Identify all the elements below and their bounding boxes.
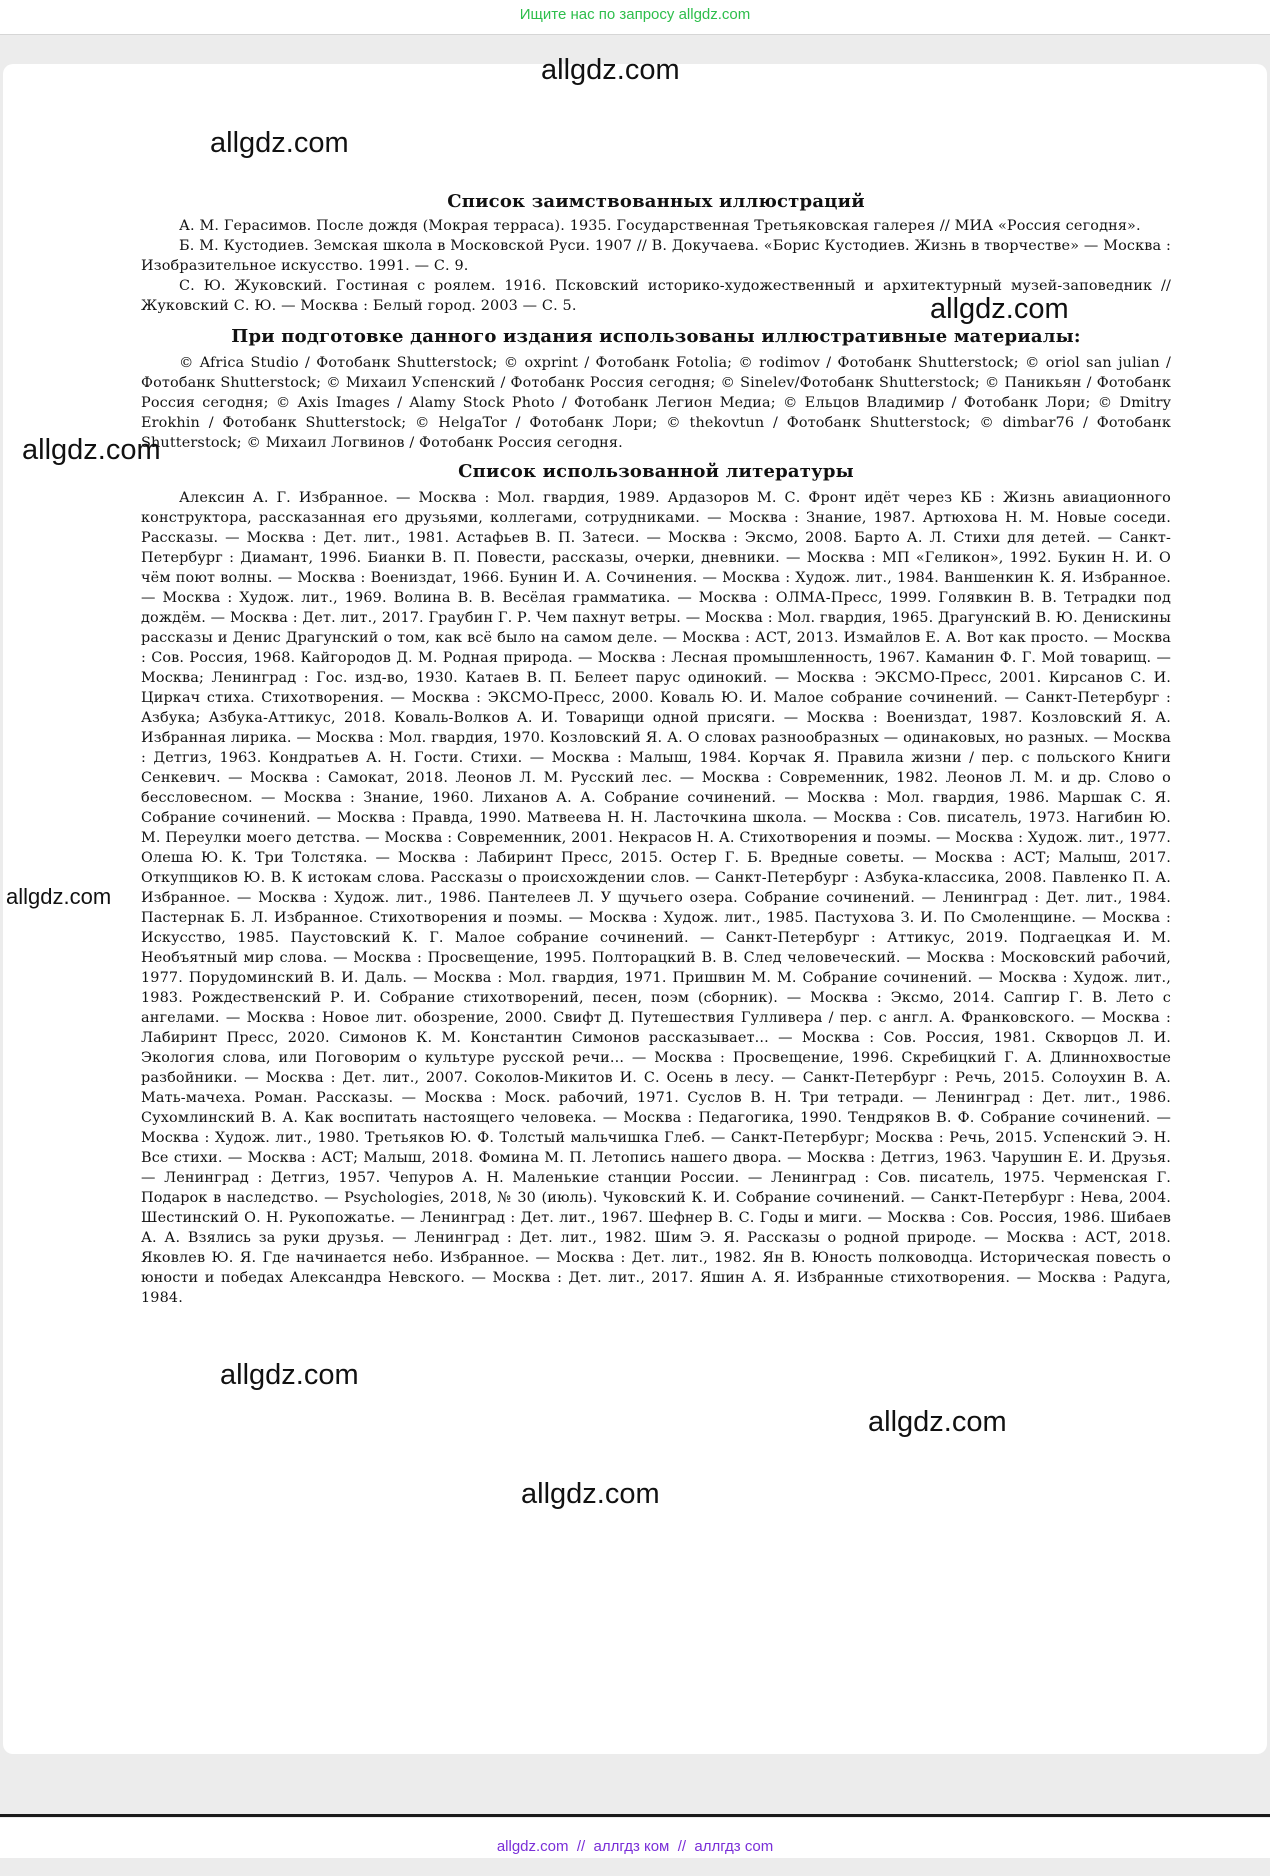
literature-list-text: Алексин А. Г. Избранное. — Москва : Мол. гвардия, 1989. Ардазоров М. С. Фронт идёт через КБ : Жизнь авиационного конструктора, рассказанная его друзьями, коллегами, сотрудниками. — Москва : Знание, 1987. Артюхова Н. М. Новые соседи. Рассказы. — Москва : Дет. лит., 1981. Астафьев В. П. Затеси. — Москва : Эксмо, 2008. Барто А. Л. Стихи для детей. — Санкт-Петербург : Диамант, 1996. Бианки В. П. Повести, рассказы, очерки, дневники. — Москва : МП «Геликон», 1992. Букин Н. И. О чём поют волны. — Москва : Воениздат, 1966. Бунин И. А. Сочинения. — Москва : Худож. лит., 1984. Ваншенкин К. Я. Избранное. — Москва : Худож. лит., 1969. Волина В. В. Весёлая грамматика. — Москва : ОЛМА-Пресс, 1999. Голявкин В. В. Тетрадки под дождём. — Москва : Дет. лит., 2017. Граубин Г. Р. Чем пахнут ветры. — Москва : Мол. гвардия, 1965. Драгунский В. Ю. Денискины рассказы и Денис Драгунский о том, как всё было на самом деле. — Москва : АСТ, 2013. Измайлов Е. А. Вот как просто. — Москва : Сов. Россия, 1968. Кайгородов Д. М. Родная природа. — Москва : Лесная промышленность, 1967. Каманин Ф. Г. Мой товарищ. — Москва; Ленинград : Гос. изд-во, 1930. Катаев В. П. Белеет парус одинокий. — Москва : ЭКСМО-Пресс, 2001. Кирсанов С. И. Циркач стиха. Стихотворения. — Москва : ЭКСМО-Пресс, 2000. Коваль Ю. И. Малое собрание сочинений. — Санкт-Петербург : Азбука; Азбука-Аттикус, 2018. Коваль-Волков А. И. Товарищи одной присяги. — Москва : Воениздат, 1987. Козловский Я. А. Избранная лирика. — Москва : Мол. гвардия, 1970. Козловский Я. А. О словах разнообразных — одинаковых, но разных. — Москва : Детгиз, 1963. Кондратьев А. Н. Гости. Стихи. — Москва : Малыш, 1984. Корчак Я. Правила жизни / пер. с польского Книги Сенкевич. — Москва : Самокат, 2018. Леонов Л. М. Русский лес. — Москва : Современник, 1982. Леонов Л. М. и др. Слово о бессловесном. — Москва : Знание, 1960. Лиханов А. А. Собрание сочинений. — Москва : Мол. гвардия, 1986. Маршак С. Я. Собрание сочинений. — Москва : Правда, 1990. Матвеева Н. Н. Ласточкина школа. — Москва : Сов. писатель, 1973. Нагибин Ю. М. Переулки моего детства. — Москва : Современник, 2001. Некрасов Н. А. Стихотворения и поэмы. — Москва : Худож. лит., 1977. Олеша Ю. К. Три Толстяка. — Москва : Лабиринт Пресс, 2015. Остер Г. Б. Вредные советы. — Москва : АСТ; Малыш, 2017. Откупщиков Ю. В. К истокам слова. Рассказы о происхождении слов. — Санкт-Петербург : Азбука-классика, 2008. Павленко П. А. Избранное. — Москва : Худож. лит., 1986. Пантелеев Л. У щучьего озера. Собрание сочинений. — Ленинград : Дет. лит., 1984. Пастернак Б. Л. Избранное. Стихотворения и поэмы. — Москва : Худож. лит., 1985. Пастухова З. И. По Смоленщине. — Москва : Искусство, 1985. Паустовский К. Г. Малое собрание сочинений. — Санкт-Петербург : Аттикус, 2019. Подгаецкая И. М. Необъятный мир слова. — Москва : Просвещение, 1995. Полторацкий В. В. След человеческий. — Москва : Московский рабочий, 1977. Порудоминский В. И. Даль. — Москва : Мол. гвардия, 1971. Пришвин М. М. Собрание сочинений. — Москва : Худож. лит., 1983. Рождественский Р. И. Собрание стихотворений, песен, поэм (сборник). — Москва : Эксмо, 2014. Сапгир Г. В. Лето с ангелами. — Москва : Новое лит. обозрение, 2000. Свифт Д. Путешествия Гулливера / пер. с англ. А. Франковского. — Москва : Лабиринт Пресс, 2020. Симонов К. М. Константин Симонов рассказывает... — Москва : Сов. Россия, 1981. Скворцов Л. И. Экология слова, или Поговорим о культуре русской речи... — Москва : Просвещение, 1996. Скребицкий Г. А. Длиннохвостые разбойники. — Москва : Дет. лит., 2007. Соколов-Микитов И. С. Осень в лесу. — Санкт-Петербург : Речь, 2015. Солоухин В. А. Мать-мачеха. Роман. Рассказы. — Москва : Моск. рабочий, 1971. Суслов В. Н. Три тетради. — Ленинград : Дет. лит., 1986. Сухомлинский В. А. Как воспитать настоящего человека. — Москва : Педагогика, 1990. Тендряков В. Ф. Собрание сочинений. — Москва : Худож. лит., 1980. Третьяков Ю. Ф. Толстый мальчишка Глеб. — Санкт-Петербург; Москва : Речь, 2015. Успенский Э. Н. Все стихи. — Москва : АСТ; Малыш, 2018. Фомина М. П. Летопись нашего двора. — Москва : Детгиз, 1963. Чарушин Е. И. Друзья. — Ленинград : Детгиз, 1957. Чепуров А. Н. Маленькие станции России. — Ленинград : Сов. писатель, 1975. Черменская Г. Подарок в наследство. — Psychologies, 2018, № 30 (июль). Чуковский К. И. Собрание сочинений. — Санкт-Петербург : Нева, 2004. Шестинский О. Н. Рукопожатье. — Ленинград : Дет. лит., 1967. Шефнер В. С. Годы и миги. — Москва : Сов. Россия, 1986. Шибаев А. А. Взялись за руки друзья. — Ленинград : Дет. лит., 1982. Шим Э. Я. Рассказы о родной природе. — Москва : АСТ, 2018. Яковлев Ю. Я. Где начинается небо. Избранное. — Москва : Дет. лит., 1982. Ян В. Юность полководца. Историческая повесть о юности и победах Александра Невского. — Москва : Дет. лит., 2017. Яшин А. Я. Избранные стихотворения. — Москва : Радуга, 1984. bbox=[141, 490, 1171, 1306]
top-banner-text[interactable]: Ищите нас по запросу allgdz.com bbox=[519, 6, 751, 23]
footer-link-allgdz[interactable]: allgdz.com bbox=[496, 1838, 569, 1855]
footer-divider bbox=[0, 1814, 1270, 1817]
watermark: allgdz.com bbox=[521, 1478, 660, 1510]
watermark: allgdz.com bbox=[930, 293, 1069, 325]
watermark: allgdz.com bbox=[541, 54, 680, 86]
footer-links bbox=[0, 1818, 1270, 1858]
watermark: allgdz.com bbox=[868, 1406, 1007, 1438]
illustrative-materials-title: При подготовке данного издания использованы иллюстративные материалы: bbox=[231, 326, 1081, 347]
top-banner[interactable] bbox=[0, 0, 1270, 35]
document-body bbox=[141, 191, 1171, 1308]
footer-separator: // bbox=[677, 1838, 687, 1855]
footer-link-allgdz-mixed[interactable]: аллгдз com bbox=[694, 1838, 774, 1855]
illustration-entry: Б. М. Кустодиев. Земская школа в Московской Руси. 1907 // В. Докучаева. «Борис Кустодиев. Жизнь в творчестве» — Москва : Изобразительное искусство. 1991. — С. 9. bbox=[141, 238, 1171, 274]
borrowed-illustrations-title: Список заимствованных иллюстраций bbox=[447, 191, 865, 212]
illustration-entry: А. М. Герасимов. После дождя (Мокрая терраса). 1935. Государственная Третьяковская галерея // МИА «Россия сегодня». bbox=[179, 218, 1141, 234]
watermark: allgdz.com bbox=[210, 127, 349, 159]
literature-list-title: Список использованной литературы bbox=[458, 461, 854, 482]
footer-link-allgdz-ru[interactable]: аллгдз ком bbox=[593, 1838, 670, 1855]
watermark: allgdz.com bbox=[6, 884, 112, 909]
illustration-entry: С. Ю. Жуковский. Гостиная с роялем. 1916. Псковский историко-художественный и архитектурный музей-заповедник // Жуковский С. Ю. — Москва : Белый город. 2003 — С. 5. bbox=[141, 278, 1171, 314]
watermark: allgdz.com bbox=[22, 434, 161, 466]
watermark: allgdz.com bbox=[220, 1359, 359, 1391]
footer-separator: // bbox=[576, 1838, 586, 1855]
illustrative-materials-text: © Africa Studio / Фотобанк Shutterstock; © oxprint / Фотобанк Fotolia; © rodimov / Фотобанк Shutterstock; © oriol san julian / Фотобанк Shutterstock; © Михаил Успенский / Фотобанк Россия сегодня; © Sinelev/Фотобанк Shutterstock; © Паникьян / Фотобанк Россия сегодня; © Axis Images / Alamy Stock Photo / Фотобанк Легион Медиа; © Ельцов Владимир / Фотобанк Лори; © Dmitry Erokhin / Фотобанк Shutterstock; © HelgaTor / Фотобанк Лори; © thekovtun / Фотобанк Shutterstock; © dimbar76 / Фотобанк Shutterstock; © Михаил Логвинов / Фотобанк Россия сегодня. bbox=[141, 355, 1171, 451]
